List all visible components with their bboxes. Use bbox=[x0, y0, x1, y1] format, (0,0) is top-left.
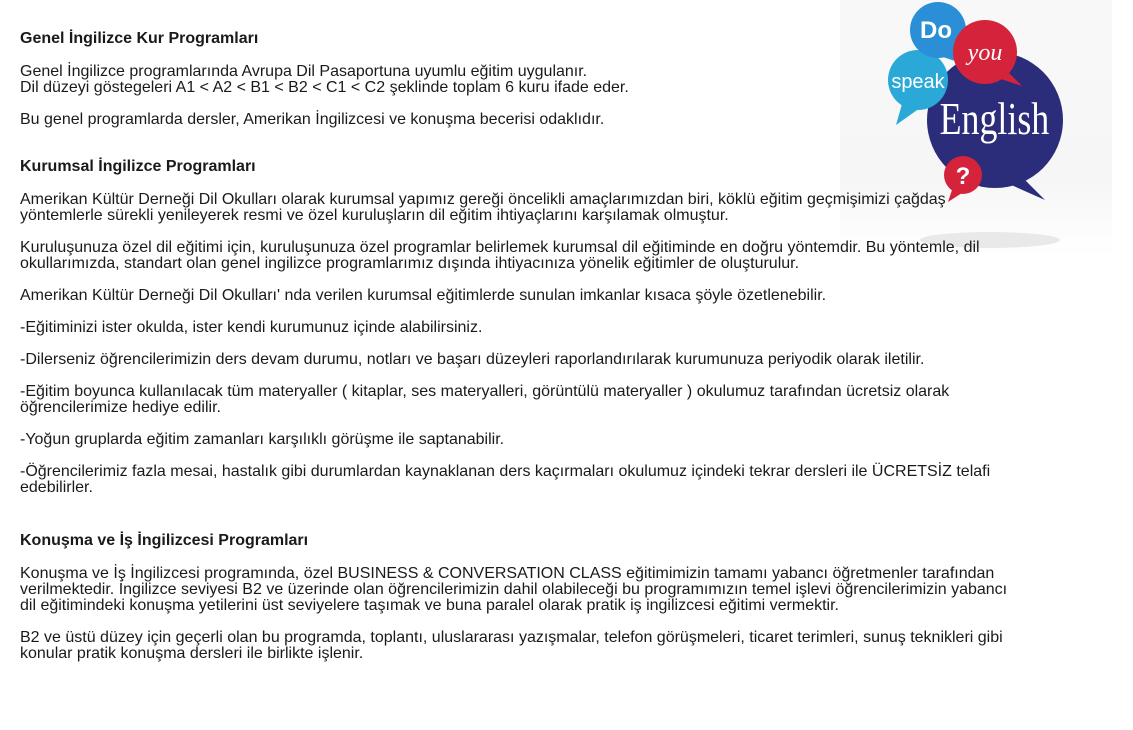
konusma-p2-line2: konular pratik konuşma dersleri ile birlikte işlenir. bbox=[20, 645, 364, 662]
genel-paragraph-2: Bu genel programlarda dersler, Amerikan İngilizcesi ve konuşma becerisi odaklıdır. bbox=[20, 111, 605, 128]
genel-p1-line1: Genel İngilizce programlarında Avrupa Dil Pasaportuna uyumlu eğitim uygulanır. bbox=[20, 63, 588, 80]
kurumsal-b5-line2: edebilirler. bbox=[20, 479, 93, 496]
bubble-you-text: you bbox=[967, 40, 1003, 66]
kurumsal-b5-line1: -Öğrencilerimiz fazla mesai, hastalık gibi durumlardan kaynaklanan ders kaçırmaları okulumuz içindeki tekrar dersleri ile ÜCRETSİZ telafi bbox=[20, 463, 991, 480]
kurumsal-paragraph-1 bbox=[20, 192, 1115, 224]
bubble-do-text: Do bbox=[920, 17, 952, 44]
kurumsal-b3-line1: -Eğitim boyunca kullanılacak tüm materyaller ( kitaplar, ses materyalleri, görüntülü materyaller ) okulumuz tarafından ücretsiz olarak bbox=[20, 383, 950, 400]
section-spacer bbox=[20, 144, 1115, 156]
kurumsal-p1-line2: yöntemlerle sürekli yenileyerek resmi ve özel kuruluşların dil eğitim ihtiyaçlarını karşılamak olmuştur. bbox=[20, 207, 729, 224]
bubble-english-text: English bbox=[939, 92, 1050, 145]
kurumsal-bullet-2: -Dilerseniz öğrencilerimizin ders devam durumu, notları ve başarı düzeyleri raporlandırılarak kurumunuza periyodik olarak iletilir. bbox=[20, 351, 925, 368]
konusma-p1-line1: Konuşma ve İş İngilizcesi programında, özel BUSINESS & CONVERSATION CLASS eğitimimizin tamamı yabancı öğretmenler tarafından bbox=[20, 565, 995, 582]
kurumsal-p2-line1: Kuruluşunuza özel dil eğitimi için, kuruluşunuza özel programlar belirlemek kurumsal dil eğitiminde en doğru yöntemdir. Bu yöntemle, dil bbox=[20, 239, 980, 256]
section-heading-konusma: Konuşma ve İş İngilizcesi Programları bbox=[20, 532, 309, 549]
section-heading-kurumsal: Kurumsal İngilizce Programları bbox=[20, 158, 256, 175]
section-spacer bbox=[20, 512, 1115, 530]
kurumsal-bullet-1: -Eğitiminizi ister okulda, ister kendi kurumunuz içinde alabilirsiniz. bbox=[20, 319, 483, 336]
konusma-p1-line2: verilmektedir. İngilizce seviyesi B2 ve üzerinde olan öğrencilerimizin dahil olabileceği bu programımızın temel işlevi öğrencilerimizin yabancı bbox=[20, 581, 1008, 598]
genel-paragraph-1 bbox=[20, 64, 1115, 96]
kurumsal-b3-line2: öğrencilerimize hediye edilir. bbox=[20, 399, 221, 416]
kurumsal-bullet-4: -Yoğun gruplarda eğitim zamanları karşılıklı görüşme ile saptanabilir. bbox=[20, 431, 505, 448]
section-heading-genel: Genel İngilizce Kur Programları bbox=[20, 30, 259, 47]
konusma-paragraph-2 bbox=[20, 630, 1115, 662]
kurumsal-p1-line1: Amerikan Kültür Derneği Dil Okulları olarak kurumsal yapımız gereği öncelikli amaçlarımızdan biri, köklü eğitim geçmişimizi çağdaş bbox=[20, 191, 946, 208]
kurumsal-paragraph-3: Amerikan Kültür Derneği Dil Okulları' nda verilen kurumsal eğitimlerde sunulan imkanlar kısaca şöyle özetlenebilir. bbox=[20, 287, 827, 304]
kurumsal-bullet-5 bbox=[20, 464, 1115, 496]
kurumsal-p2-line2: okullarımızda, standart olan genel ingilizce programlarımız dışında ihtiyacınıza yönelik eğitimler de oluşturulur. bbox=[20, 255, 800, 272]
bubble-question-text: ? bbox=[955, 163, 971, 190]
kurumsal-paragraph-2 bbox=[20, 240, 1115, 272]
kurumsal-bullet-3 bbox=[20, 384, 1115, 416]
konusma-p2-line1: B2 ve üstü düzey için geçerli olan bu programda, toplantı, uluslararası yazışmalar, telefon görüşmeleri, ticaret terimleri, sunuş teknikleri gibi bbox=[20, 629, 1003, 646]
page-content bbox=[20, 28, 1115, 678]
konusma-paragraph-1 bbox=[20, 566, 1115, 614]
genel-p1-line2: Dil düzeyi göstegeleri A1 < A2 < B1 < B2 < C1 < C2 şeklinde toplam 6 kuru ifade eder. bbox=[20, 79, 629, 96]
bubble-speak-text: speak bbox=[891, 71, 945, 93]
konusma-p1-line3: dil eğitimindeki konuşma yetilerini üst seviyelere taşımak ve buna paralel olarak pratik iş ingilizcesi eğitimi vermektir. bbox=[20, 597, 839, 614]
